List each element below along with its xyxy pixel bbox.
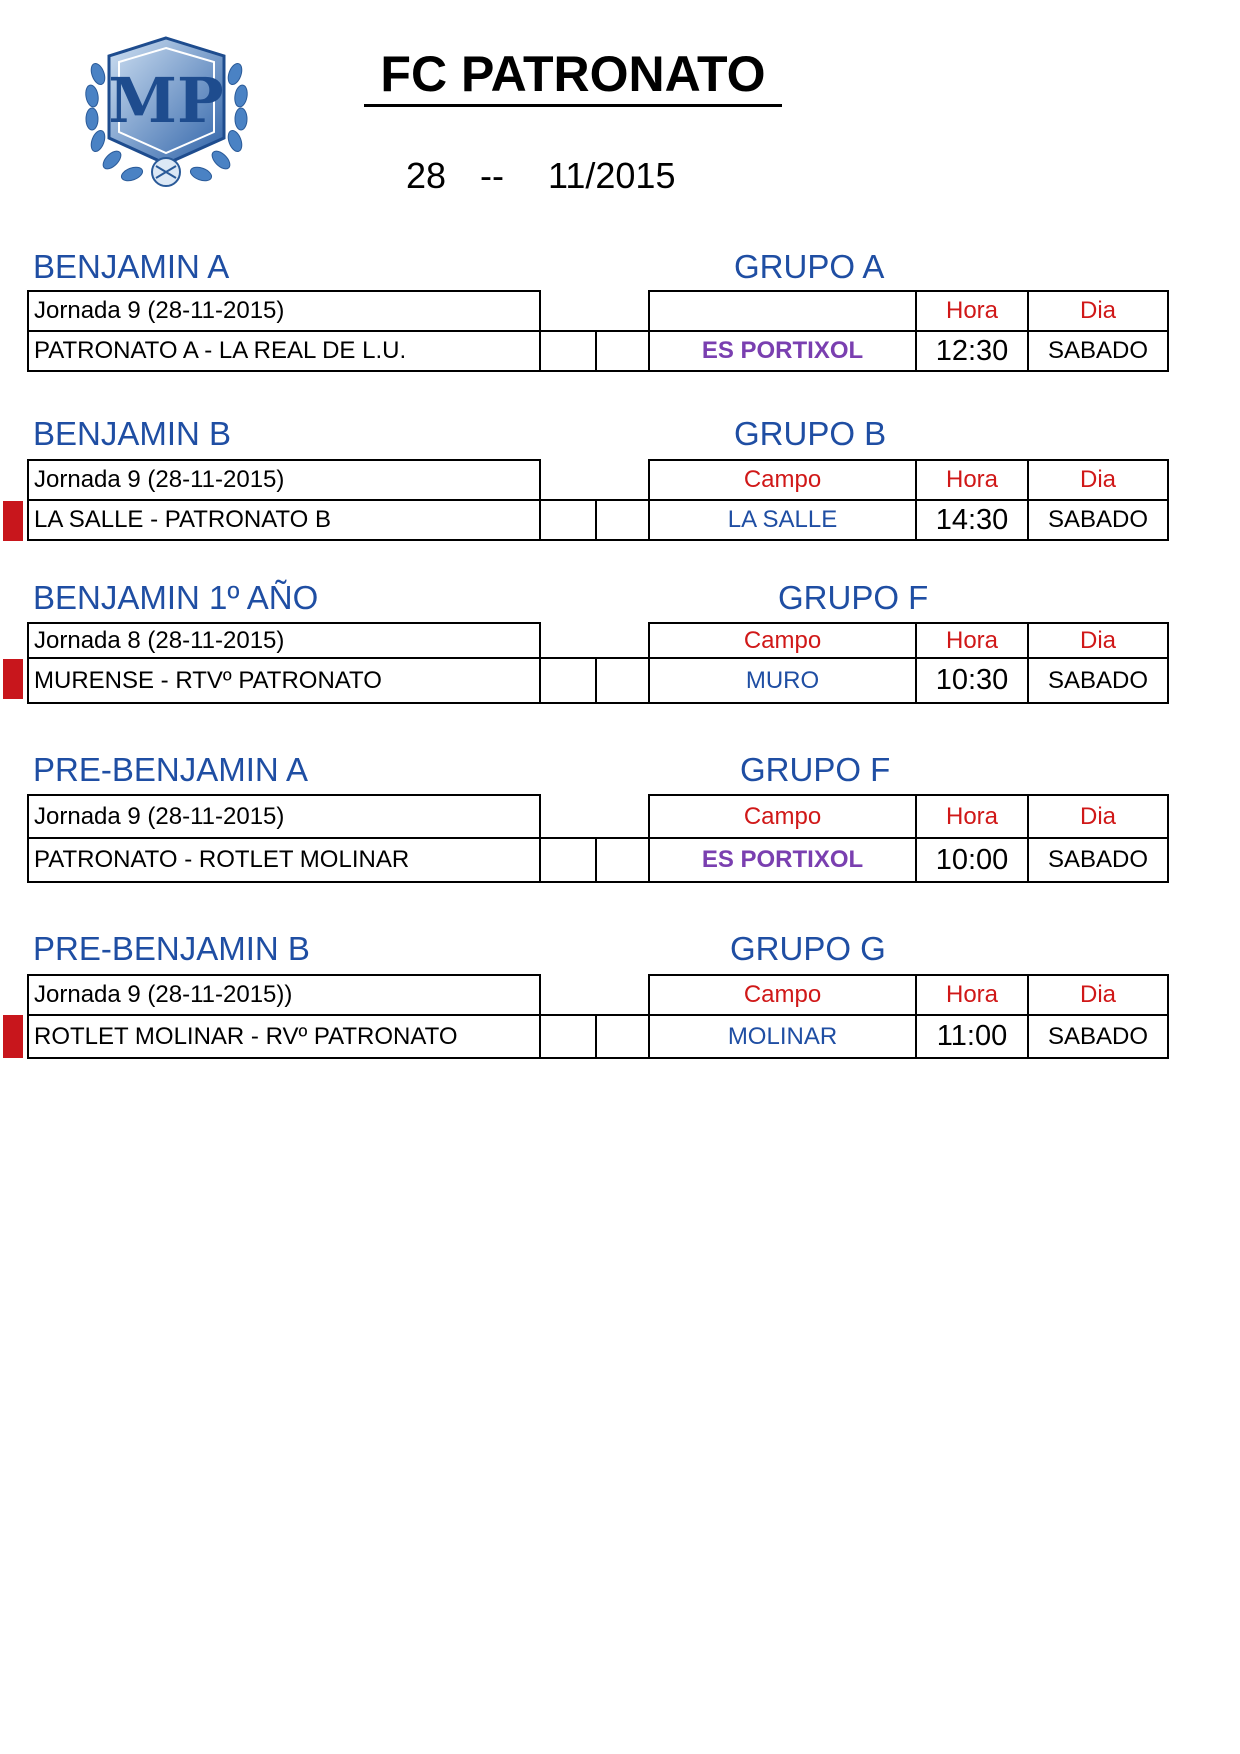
spacer [540,291,649,331]
jornada-label: Jornada 9 (28-11-2015) [28,291,540,331]
match-table [27,290,1169,372]
spacer [540,623,649,658]
spacer [540,795,649,838]
match-table [27,622,1169,704]
empty-cell [596,658,649,703]
match-teams: LA SALLE - PATRONATO B [28,500,540,540]
dia-header: Dia [1028,975,1168,1015]
hora-header: Hora [916,795,1028,838]
kickoff-time: 14:30 [916,500,1028,540]
match-day: SABADO [1028,1015,1168,1058]
jornada-label: Jornada 9 (28-11-2015) [28,795,540,838]
match-teams: PATRONATO A - LA REAL DE L.U. [28,331,540,371]
jornada-label: Jornada 9 (28-11-2015) [28,460,540,500]
section-group: GRUPO F [778,579,929,616]
section-title: BENJAMIN 1º AÑO [33,579,319,616]
empty-cell [596,331,649,371]
kickoff-time: 12:30 [916,331,1028,371]
section-title: PRE-BENJAMIN A [33,751,309,788]
section-group: GRUPO A [734,248,885,285]
highlight-marker [3,659,23,699]
match-table [27,794,1169,883]
empty-cell [540,331,596,371]
dia-header: Dia [1028,623,1168,658]
empty-cell [596,838,649,882]
section-group: GRUPO G [730,930,886,967]
match-day: SABADO [1028,331,1168,371]
spacer [540,975,649,1015]
highlight-marker [3,501,23,541]
match-day: SABADO [1028,658,1168,703]
empty-cell [540,838,596,882]
venue: LA SALLE [649,500,916,540]
dia-header: Dia [1028,795,1168,838]
campo-header: Campo [649,623,916,658]
section-group: GRUPO F [740,751,891,788]
dia-header: Dia [1028,460,1168,500]
campo-header-empty [649,291,916,331]
hora-header: Hora [916,975,1028,1015]
empty-cell [540,658,596,703]
hora-header: Hora [916,291,1028,331]
dia-header: Dia [1028,291,1168,331]
venue: MURO [649,658,916,703]
kickoff-time: 11:00 [916,1015,1028,1058]
hora-header: Hora [916,623,1028,658]
jornada-label: Jornada 9 (28-11-2015)) [28,975,540,1015]
venue: MOLINAR [649,1015,916,1058]
venue: ES PORTIXOL [649,838,916,882]
section-title: BENJAMIN A [33,248,230,285]
match-day: SABADO [1028,500,1168,540]
section-group: GRUPO B [734,415,887,452]
match-teams: MURENSE - RTVº PATRONATO [28,658,540,703]
kickoff-time: 10:30 [916,658,1028,703]
empty-cell [540,500,596,540]
highlight-marker [3,1015,23,1058]
section-title: BENJAMIN B [33,415,232,452]
page-title: FC PATRONATO [364,46,782,107]
empty-cell [596,500,649,540]
empty-cell [596,1015,649,1058]
club-logo [74,34,259,190]
section-title: PRE-BENJAMIN B [33,930,310,967]
venue: ES PORTIXOL [649,331,916,371]
svg-text:MP: MP [108,64,224,137]
date-day: 28 [406,155,447,196]
match-teams: PATRONATO - ROTLET MOLINAR [28,838,540,882]
kickoff-time: 10:00 [916,838,1028,882]
match-table [27,974,1169,1059]
empty-cell [540,1015,596,1058]
hora-header: Hora [916,460,1028,500]
match-teams: ROTLET MOLINAR - RVº PATRONATO [28,1015,540,1058]
campo-header: Campo [649,975,916,1015]
date-month-year: 11/2015 [548,155,676,196]
date-separator: -- [480,155,504,196]
spacer [540,460,649,500]
campo-header: Campo [649,795,916,838]
campo-header: Campo [649,460,916,500]
match-day: SABADO [1028,838,1168,882]
match-table [27,459,1169,541]
jornada-label: Jornada 8 (28-11-2015) [28,623,540,658]
